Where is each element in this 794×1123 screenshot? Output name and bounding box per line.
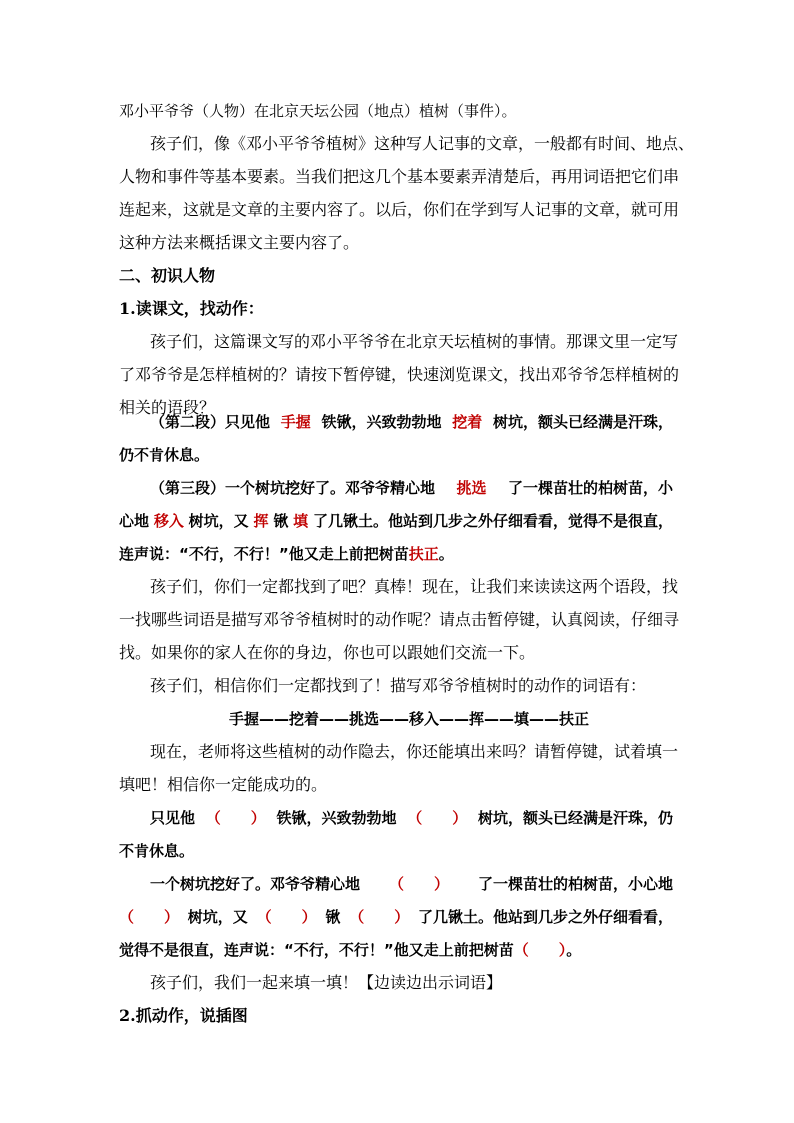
- paragraph-line: 这种方法来概括课文主要内容了。: [119, 233, 360, 252]
- text-segment: 只见他: [150, 809, 196, 827]
- text-segment: 心地: [119, 512, 150, 530]
- text-segment: 锹: [325, 908, 341, 926]
- highlighted-text: 挖着: [452, 413, 483, 431]
- highlighted-text: （ ）: [513, 941, 567, 959]
- fill-blank-paragraph-2: [150, 873, 673, 895]
- subsection-heading: 1.读课文，找动作：: [119, 299, 264, 318]
- highlighted-text: （ ）: [349, 908, 410, 926]
- highlighted-text: （ ）: [256, 908, 317, 926]
- paragraph-line: 相关的语段？: [119, 398, 216, 417]
- text-segment: 了一棵苗壮的柏树苗，小: [507, 479, 673, 497]
- paragraph-line: 一找哪些词语是描写邓爷爷植树时的动作呢？请点击暂停键，认真阅读，仔细寻: [119, 610, 680, 629]
- paragraph-line: 人物和事件等基本要素。当我们把这几个基本要素弄清楚后，再用词语把它们串: [119, 167, 680, 186]
- highlighted-text: 挥: [253, 512, 269, 530]
- text-segment: 了几锹土。他站到几步之外仔细看看，: [417, 908, 673, 926]
- fill-blank-paragraph-1: [150, 807, 673, 829]
- text-segment: 铁锹，兴致勃勃地: [276, 809, 397, 827]
- quote-line: 仍不肯休息。: [119, 446, 210, 464]
- highlighted-text: （ ）: [119, 908, 180, 926]
- highlighted-text: 扶正: [408, 545, 439, 563]
- paragraph-line: 孩子们，这篇课文写的邓小平爷爷在北京天坛植树的事情。那课文里一定写: [150, 332, 679, 351]
- fill-blank-line: [119, 906, 673, 928]
- fill-blank-line: [119, 939, 581, 961]
- text-segment: 树坑，额头已经满是汗珠，: [492, 413, 673, 431]
- paragraph-line: 了邓爷爷是怎样植树的？请按下暂停键，快速浏览课文，找出邓爷爷怎样植树的: [119, 365, 680, 384]
- summary-sentence: 邓小平爷爷（人物）在北京天坛公园（地点）植树（事件）。: [119, 102, 517, 120]
- quote-line: [119, 543, 454, 565]
- text-segment: 树坑，又: [187, 908, 248, 926]
- subsection-heading: 2.抓动作，说插图: [119, 1006, 248, 1025]
- highlighted-text: 移入: [153, 512, 184, 530]
- text-segment: 铁锹，兴致勃勃地: [321, 413, 442, 431]
- text-segment: 觉得不是很直，连声说：“不行，不行！”他又走上前把树苗: [119, 941, 514, 959]
- paragraph-line: 孩子们，你们一定都找到了吧？真棒！现在，让我们来读读这两个语段，找: [150, 577, 679, 596]
- paragraph-line: 现在，老师将这些植树的动作隐去，你还能填出来吗？请暂停键，试着填一: [150, 742, 679, 761]
- highlighted-text: （ ）: [407, 809, 468, 827]
- paragraph-line: 孩子们，我们一起来填一填！【边读边出示词语】: [150, 973, 503, 992]
- quote-line: [119, 510, 673, 532]
- quote-paragraph-2: [150, 411, 673, 433]
- highlighted-text: （ ）: [388, 875, 449, 893]
- text-segment: 树坑，额头已经满是汗珠，仍: [477, 809, 673, 827]
- highlighted-text: 填: [293, 512, 309, 530]
- text-segment: 了几锹土。他站到几步之外仔细看看，觉得不是很直，: [312, 512, 673, 530]
- paragraph-line: 孩子们，相信你们一定都找到了！描写邓爷爷植树时的动作的词语有：: [150, 676, 647, 695]
- highlighted-text: 手握: [280, 413, 311, 431]
- fill-blank-line: 不肯休息。: [119, 842, 195, 860]
- highlighted-text: （ ）: [205, 809, 266, 827]
- text-segment: 。: [566, 941, 582, 959]
- highlighted-text: 挑选: [456, 479, 487, 497]
- action-words: 手握——挖着——挑选——移入——挥——填——扶正: [229, 710, 590, 728]
- text-segment: （第三段）一个树坑挖好了。邓爷爷精心地: [150, 479, 436, 497]
- quote-paragraph-3: [150, 477, 673, 499]
- text-segment: 一个树坑挖好了。邓爷爷精心地: [150, 875, 361, 893]
- paragraph-line: 孩子们，像《邓小平爷爷植树》这种写人记事的文章，一般都有时间、地点、: [150, 134, 695, 153]
- section-heading: 二、初识人物: [119, 266, 216, 285]
- paragraph-line: 连起来，这就是文章的主要内容了。以后，你们在学到写人记事的文章，就可用: [119, 200, 680, 219]
- text-segment: （第二段）只见他: [150, 413, 271, 431]
- paragraph-line: 填吧！相信你一定能成功的。: [119, 775, 328, 794]
- text-segment: 。: [438, 545, 454, 563]
- text-segment: 了一棵苗壮的柏树苗，小心地: [477, 875, 673, 893]
- text-segment: 锹: [273, 512, 289, 530]
- text-segment: 连声说：“不行，不行！”他又走上前把树苗: [119, 545, 409, 563]
- text-segment: 树坑，又: [188, 512, 249, 530]
- paragraph-line: 找。如果你的家人在你的身边，你也可以跟她们交流一下。: [119, 643, 536, 662]
